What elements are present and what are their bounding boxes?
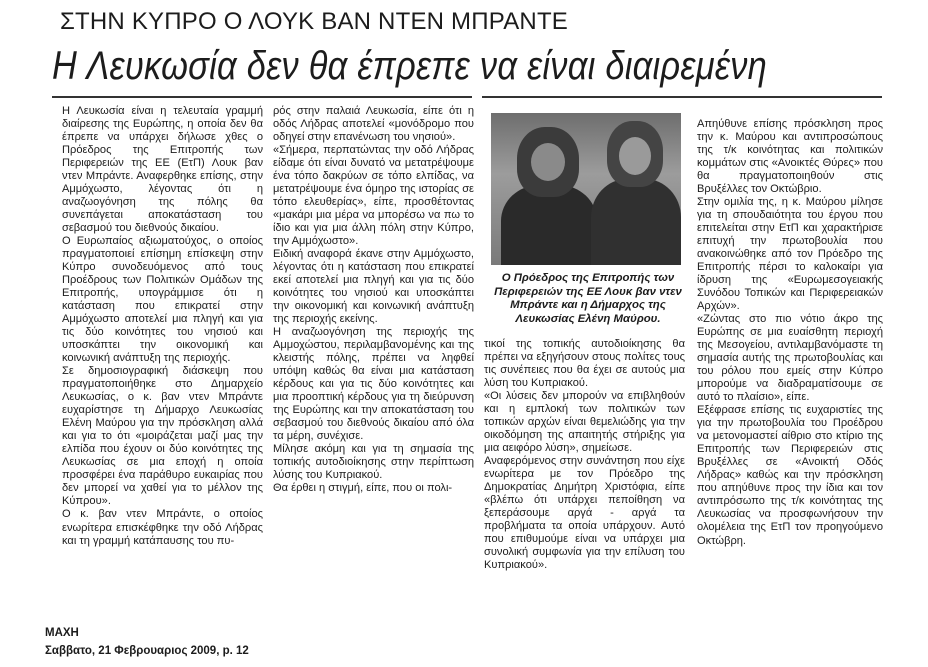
source: ΜΑΧΗ xyxy=(45,627,79,639)
headline-rule-left xyxy=(52,96,472,98)
person-right-face xyxy=(619,137,651,175)
column-4 xyxy=(697,118,883,548)
paragraph: Σε δημοσιογραφική διάσκεψη που πραγματοποιήθηκε στο Δημαρχείο Λευκωσίας, ο κ. βαν ντεν Μπράντε ευχαρίστησε τη Δήμαρχο Λευκωσίας Ελένη Μαύρου για την πρόσκληση αλλά και για το ότι «μοιράζεται μαζί μας την ελπίδα που έχουν οι δύο κοινότητες της Λευκωσίας σε μια εποχή η οποία προσφέρει ένα παράθυρο ευκαιρίας που δεν μπορεί να χαθεί για το μέλλον της Κύπρου». xyxy=(62,365,263,508)
paragraph: «Ζώντας στο πιο νότιο άκρο της Ευρώπης σε μια ευαίσθητη περιοχή της Μεσογείου, αντιλαμβανόμαστε τη σημασία αυτής της πρωτοβουλίας και του ρόλου που εμείς στην Κύπρο μπορούμε να διαδραματίσουμε σε αυτό το πλαίσιο», είπε. xyxy=(697,313,883,404)
paragraph: Η Λευκωσία είναι η τελευταία γραμμή διαίρεσης της Ευρώπης, η οποία δεν θα έπρεπε να υπάρχει δήλωσε χθες ο Πρόεδρος της Επιτροπής των Περιφερειών της ΕΕ (ΕτΠ) Λουκ βαν ντεν Μπράντε. Αναφερθηκε επίσης, στην Αμμόχωστο, λέγοντας ότι η αναζωογόνηση της πόλης θα συνεπάγεται αποκατάσταση του σεβασμού του διεθνούς δικαίου. xyxy=(62,105,263,235)
paragraph: Μίλησε ακόμη και για τη σημασία της τοπικής αυτοδιοίκησης στην περίπτωση λύσης του Κυπριακού. xyxy=(273,443,474,482)
paragraph: Ειδική αναφορά έκανε στην Αμμόχωστο, λέγοντας ότι η κατάσταση που επικρατεί εκεί αποτελεί μια πληγή και για τις δύο κοινότητες του νησιού και υποσκάπτει την οικονομική και κοινωνική ανάπτυξη της περιοχής εκείνης. xyxy=(273,248,474,326)
photo xyxy=(491,113,681,265)
person-left-face xyxy=(531,143,565,181)
paragraph: Ο κ. βαν ντεν Μπράντε, ο οποίος ενωρίτερα επισκέφθηκε την οδό Λήδρας και τη γραμμή κατάπαυσης του πυ- xyxy=(62,508,263,547)
person-right-body xyxy=(591,179,681,265)
paragraph: Απηύθυνε επίσης πρόσκληση προς την κ. Μαύρου και αντιπροσώπους της τ/κ κοινότητας και πολιτικών κομμάτων στις «Ανοικτές Θύρες» που θα πραγματοποιηθούν στις Βρυξέλλες τον Οκτώβριο. xyxy=(697,118,883,196)
photo-caption: Ο Πρόεδρος της Επιτροπής των Περιφερειών της ΕΕ Λουκ βαν ντεν Μπράντε και η Δήμαρχος της Λευκωσίας Ελένη Μαύρου. xyxy=(494,272,682,325)
headline-rule-right xyxy=(482,96,882,98)
person-left-body xyxy=(501,185,597,265)
column-3 xyxy=(484,338,685,572)
paragraph: Ο Ευρωπαίος αξιωματούχος, ο οποίος πραγματοποιεί επίσημη επίσκεψη στην Κύπρο συνοδευόμενος από τους Προέδρους των Πολιτικών Ομάδων της Επιτροπής, υπογράμμισε ότι η κατάσταση που επικρατεί στην Αμμόχωστο αποτελεί μια πληγή και για τις δύο κοινότητες του νησιού και υποσκάπτει την οικονομική και κοινωνική ανάπτυξη της περιοχής. xyxy=(62,235,263,365)
column-2 xyxy=(273,105,474,495)
headline: Η Λευκωσία δεν θα έπρεπε να είναι διαιρεμένη xyxy=(52,44,768,88)
paragraph: Η αναζωογόνηση της περιοχής της Αμμοχώστου, περιλαμβανομένης και της κλειστής πόλης, πρέπει να ληφθεί υπόψη καθώς θα είναι μια κατάσταση κέρδους και για τις δύο κοινότητες και μια προοπτική κέρδους για τη διεύρυνση της Ευρώπης και την αποκατάσταση του σεβασμού του διεθνούς δικαίου από όλα τα μέρη, συνέχισε. xyxy=(273,326,474,443)
kicker: ΣΤΗΝ ΚΥΠΡΟ Ο ΛΟΥΚ ΒΑΝ ΝΤΕΝ ΜΠΡΑΝΤΕ xyxy=(60,8,569,35)
paragraph: «Σήμερα, περπατώντας την οδό Λήδρας είδαμε ότι είναι δυνατό να μετατρέψουμε ένα τόπο δακρύων σε τόπο ελπίδας, να μετατρέψουμε ένα όμηρο της ιστορίας σε τόπο ελευθερίας», είπε, προσθέτοντας «μακάρι μια μέρα να μπορέσω να πω το ίδιο και για μια άλλη πόλη στην Κύπρο, την Αμμόχωστο». xyxy=(273,144,474,248)
paragraph: Εξέφρασε επίσης τις ευχαριστίες της για την πρωτοβουλία του Προέδρου να μετονομαστεί αίθριο στο κτίριο της Επιτροπής των Περιφερειών στις Βρυξέλλες σε «Ανοικτή Οδός Λήδρας» καθώς και την πρόσκληση που απηύθυνε προς την ίδια και τον αντιπρόσωπο της τ/κ κοινότητας της Λευκωσίας να προσφωνήσουν την ολομέλεια της ΕτΠ τον προηγούμενο Οκτώβρη. xyxy=(697,404,883,547)
paragraph: τικοί της τοπικής αυτοδιοίκησης θα πρέπει να εξηγήσουν στους πολίτες τους τις συνέπειες που θα έχει σε αυτούς μια λύση του Κυπριακού. xyxy=(484,338,685,390)
paragraph: «Οι λύσεις δεν μπορούν να επιβληθούν και η εμπλοκή των πολιτικών των τοπικών αρχών είναι θεμελιώδης για την οικοδόμηση της απαιτητής στήριξης για μια αειφόρο λύση», σημείωσε. xyxy=(484,390,685,455)
date: Σαββατο, 21 Φεβρουαριος 2009, p. 12 xyxy=(45,645,249,657)
column-1 xyxy=(62,105,263,548)
paragraph: ρός στην παλαιά Λευκωσία, είπε ότι η οδός Λήδρας αποτελεί «μονόδρομο που οδηγεί στην επανένωση του νησιού». xyxy=(273,105,474,144)
paragraph: Αναφερόμενος στην συνάντηση που είχε ενωρίτερα με τον Πρόεδρο της Δημοκρατίας Δημήτρη Χριστόφια, είπε «βλέπω ότι υπάρχει πεποίθηση να ξεπεράσουμε αργά - αργά τα προβλήματα τα οποία υπάρχουν. Αυτό που επιθυμούμε είναι να υπάρχει μια συνολική συμφωνία για την επίλυση του Κυπριακού». xyxy=(484,455,685,572)
paragraph: Θα έρθει η στιγμή, είπε, που οι πολι- xyxy=(273,482,453,495)
paragraph: Στην ομιλία της, η κ. Μαύρου μίλησε για τη σπουδαιότητα του έργου που επιτελείται στην ΕτΠ και χαρακτήρισε επιτυχή την πρωτοβουλία που ανακοινώθηκε από τον Πρόεδρο της Επιτροπής πέρσι το καλοκαίρι για ίδρυση της «Ευρωμεσογειακής Συνόδου Τοπικών και Περιφερειακών Αρχών». xyxy=(697,196,883,313)
